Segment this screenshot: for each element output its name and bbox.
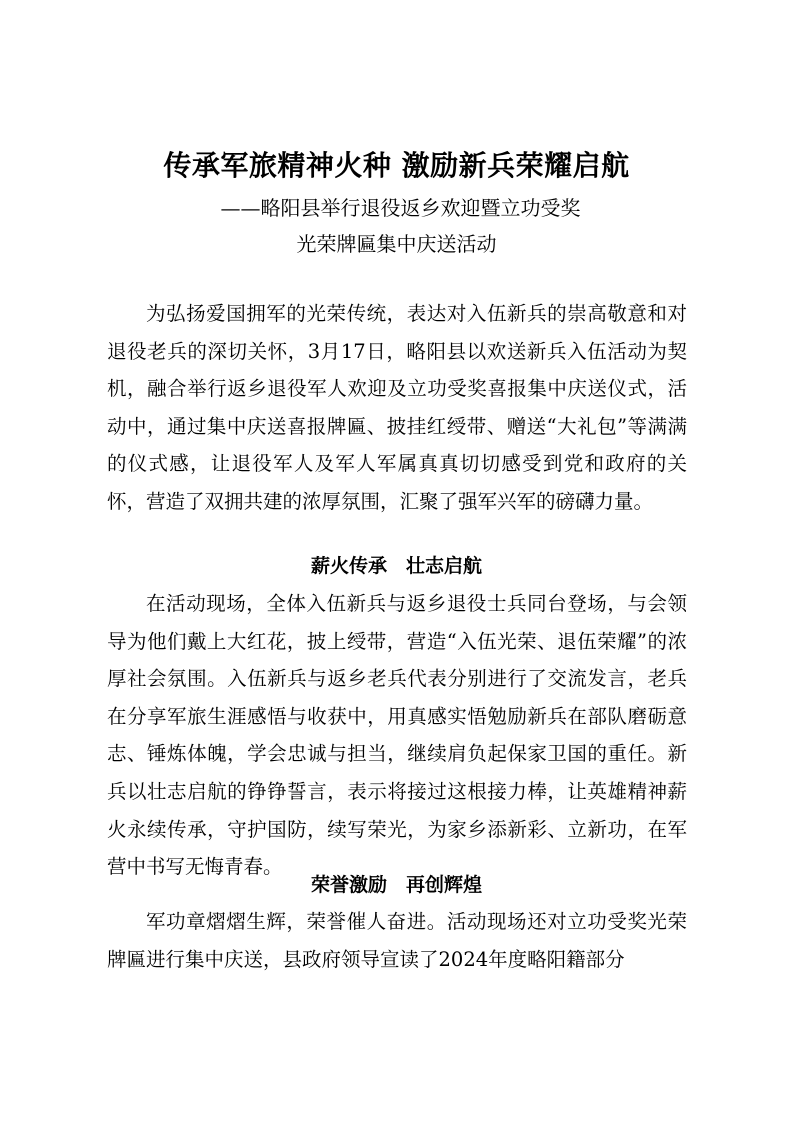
paragraph-intro: [107, 295, 687, 521]
subtitle-line-1: ——略阳县举行退役返乡欢迎暨立功受奖: [220, 196, 581, 220]
paragraph-text: 为弘扬爱国拥军的光荣传统，表达对入伍新兵的崇高敬意和对退役老兵的深切关怀，3月17日，略阳县以欢送新兵入伍活动为契机，融合举行返乡退役军人欢迎及立功受奖喜报集中庆送仪式，活动中，通过集中庆送喜报牌匾、披挂红绶带、赠送“大礼包”等满满的仪式感，让退役军人及军人军属真真切切感受到党和政府的关怀，营造了双拥共建的浓厚氛围，汇聚了强军兴军的磅礴力量。: [107, 302, 687, 513]
section-heading-2: 荣誉激励 再创辉煌: [310, 874, 482, 896]
paragraph-section-2: [107, 903, 687, 978]
paragraph-text: 军功章熠熠生辉，荣誉催人奋进。活动现场还对立功受奖光荣牌匾进行集中庆送，县政府领导宣读了2024年度略阳籍部分: [107, 910, 687, 971]
subtitle-line-2: 光荣牌匾集中庆送活动: [296, 232, 497, 256]
section-heading-1: 薪火传承 壮志启航: [310, 555, 482, 577]
paragraph-text: 在活动现场，全体入伍新兵与返乡退役士兵同台登场，与会领导为他们戴上大红花，披上绶带，营造“入伍光荣、退伍荣耀”的浓厚社会氛围。入伍新兵与返乡老兵代表分别进行了交流发言，老兵在分享军旅生涯感悟与收获中，用真感实悟勉励新兵在部队磨砺意志、锤炼体魄，学会忠诚与担当，继续肩负起保家卫国的重任。新兵以壮志启航的铮铮誓言，表示将接过这根接力棒，让英雄精神薪火永续传承，守护国防，续写荣光，为家乡添新彩、立新功，在军营中书写无悔青春。: [107, 592, 687, 879]
paragraph-section-1: [107, 585, 687, 886]
document-title: 传承军旅精神火种 激励新兵荣耀启航: [163, 149, 630, 182]
